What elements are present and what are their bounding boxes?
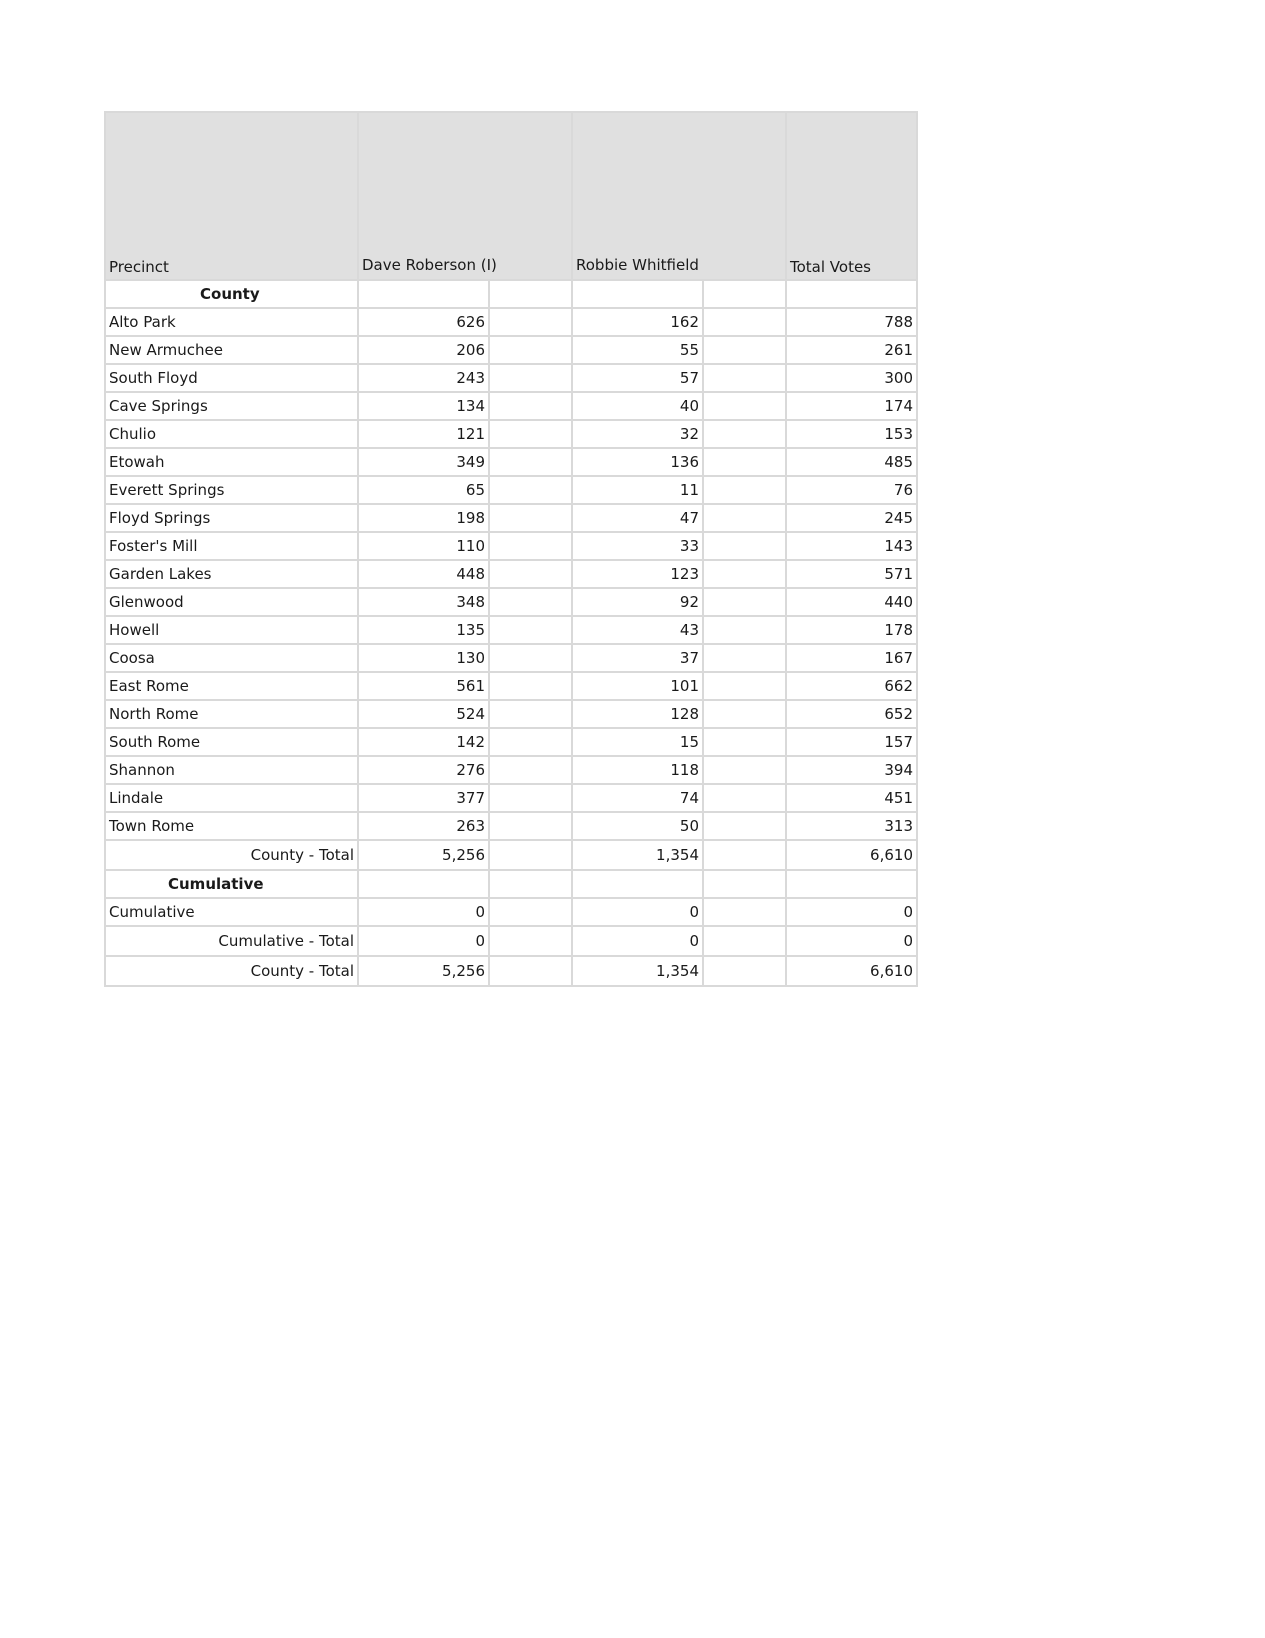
header-candidate-2: Robbie Whitfield — [572, 112, 786, 280]
table-row — [105, 700, 917, 728]
results-body — [105, 112, 917, 986]
votes-candidate-1: 121 — [358, 420, 489, 448]
precinct-name: Coosa — [105, 644, 358, 672]
total-votes: 153 — [786, 420, 917, 448]
spacer-cell — [703, 532, 786, 560]
total-votes: 571 — [786, 560, 917, 588]
spacer-cell — [703, 812, 786, 840]
precinct-name: Foster's Mill — [105, 532, 358, 560]
total-votes: 652 — [786, 700, 917, 728]
votes-candidate-1: 130 — [358, 644, 489, 672]
total-votes: 174 — [786, 392, 917, 420]
precinct-name: Howell — [105, 616, 358, 644]
spacer-cell — [489, 420, 572, 448]
votes-candidate-1: 0 — [358, 898, 489, 926]
spacer-cell — [489, 926, 572, 956]
total-votes: 261 — [786, 336, 917, 364]
votes-candidate-2: 47 — [572, 504, 703, 532]
spacer-cell — [703, 392, 786, 420]
table-row — [105, 672, 917, 700]
votes-candidate-2: 40 — [572, 392, 703, 420]
table-row — [105, 504, 917, 532]
precinct-name: Floyd Springs — [105, 504, 358, 532]
total-candidate-2: 0 — [572, 926, 703, 956]
spacer-cell — [489, 956, 572, 986]
spacer-cell — [703, 616, 786, 644]
table-row — [105, 784, 917, 812]
votes-candidate-1: 198 — [358, 504, 489, 532]
spacer-cell — [703, 700, 786, 728]
precinct-name: South Floyd — [105, 364, 358, 392]
empty-cell — [489, 280, 572, 308]
table-row — [105, 560, 917, 588]
votes-candidate-2: 43 — [572, 616, 703, 644]
votes-candidate-1: 65 — [358, 476, 489, 504]
votes-candidate-1: 135 — [358, 616, 489, 644]
spacer-cell — [489, 532, 572, 560]
votes-candidate-2: 57 — [572, 364, 703, 392]
spacer-cell — [489, 756, 572, 784]
votes-candidate-2: 92 — [572, 588, 703, 616]
votes-candidate-2: 0 — [572, 898, 703, 926]
election-results-table — [104, 111, 918, 987]
spacer-cell — [703, 898, 786, 926]
votes-candidate-1: 134 — [358, 392, 489, 420]
precinct-name: Lindale — [105, 784, 358, 812]
empty-cell — [572, 280, 703, 308]
spacer-cell — [703, 956, 786, 986]
precinct-name: Garden Lakes — [105, 560, 358, 588]
table-row — [105, 336, 917, 364]
total-votes: 788 — [786, 308, 917, 336]
spacer-cell — [703, 364, 786, 392]
votes-candidate-1: 524 — [358, 700, 489, 728]
votes-candidate-1: 110 — [358, 532, 489, 560]
spacer-cell — [703, 644, 786, 672]
spacer-cell — [489, 784, 572, 812]
spacer-cell — [489, 392, 572, 420]
total-label: Cumulative - Total — [105, 926, 358, 956]
precinct-name: Cave Springs — [105, 392, 358, 420]
total-label: County - Total — [105, 840, 358, 870]
spacer-cell — [703, 756, 786, 784]
county-total-row — [105, 840, 917, 870]
empty-cell — [703, 280, 786, 308]
total-label: County - Total — [105, 956, 358, 986]
spacer-cell — [703, 476, 786, 504]
votes-candidate-2: 11 — [572, 476, 703, 504]
total-candidate-1: 5,256 — [358, 840, 489, 870]
section-row-cumulative — [105, 870, 917, 898]
table-row — [105, 448, 917, 476]
table-row — [105, 420, 917, 448]
total-votes: 0 — [786, 898, 917, 926]
spacer-cell — [489, 700, 572, 728]
precinct-name: Alto Park — [105, 308, 358, 336]
precinct-name: Town Rome — [105, 812, 358, 840]
total-votes: 451 — [786, 784, 917, 812]
section-label: Cumulative — [105, 870, 358, 898]
spacer-cell — [489, 588, 572, 616]
spacer-cell — [703, 588, 786, 616]
spacer-cell — [703, 308, 786, 336]
empty-cell — [358, 280, 489, 308]
table-row — [105, 364, 917, 392]
spacer-cell — [489, 728, 572, 756]
total-votes: 485 — [786, 448, 917, 476]
votes-candidate-2: 123 — [572, 560, 703, 588]
total-candidate-1: 0 — [358, 926, 489, 956]
spacer-cell — [703, 840, 786, 870]
precinct-name: Etowah — [105, 448, 358, 476]
spacer-cell — [489, 672, 572, 700]
total-votes: 313 — [786, 812, 917, 840]
votes-candidate-2: 74 — [572, 784, 703, 812]
total-candidate-2: 1,354 — [572, 840, 703, 870]
spacer-cell — [489, 560, 572, 588]
precinct-name: Cumulative — [105, 898, 358, 926]
empty-cell — [572, 870, 703, 898]
empty-cell — [358, 870, 489, 898]
spacer-cell — [489, 616, 572, 644]
votes-candidate-2: 15 — [572, 728, 703, 756]
precinct-name: Everett Springs — [105, 476, 358, 504]
spacer-cell — [489, 812, 572, 840]
precinct-name: East Rome — [105, 672, 358, 700]
precinct-name: Chulio — [105, 420, 358, 448]
spacer-cell — [703, 926, 786, 956]
spacer-cell — [703, 448, 786, 476]
total-votes: 167 — [786, 644, 917, 672]
header-precinct: Precinct — [105, 112, 358, 280]
spacer-cell — [489, 504, 572, 532]
votes-candidate-2: 33 — [572, 532, 703, 560]
total-votes-sum: 0 — [786, 926, 917, 956]
votes-candidate-1: 276 — [358, 756, 489, 784]
total-votes: 178 — [786, 616, 917, 644]
spacer-cell — [703, 728, 786, 756]
table-row — [105, 476, 917, 504]
spacer-cell — [489, 448, 572, 476]
votes-candidate-2: 136 — [572, 448, 703, 476]
votes-candidate-1: 349 — [358, 448, 489, 476]
spacer-cell — [703, 504, 786, 532]
total-votes-sum: 6,610 — [786, 956, 917, 986]
table-row — [105, 898, 917, 926]
total-candidate-1: 5,256 — [358, 956, 489, 986]
spacer-cell — [703, 784, 786, 812]
table-row — [105, 532, 917, 560]
section-row-county — [105, 280, 917, 308]
spacer-cell — [489, 476, 572, 504]
table-row — [105, 308, 917, 336]
votes-candidate-2: 55 — [572, 336, 703, 364]
precinct-name: North Rome — [105, 700, 358, 728]
spacer-cell — [489, 308, 572, 336]
total-votes: 76 — [786, 476, 917, 504]
total-votes: 143 — [786, 532, 917, 560]
cumulative-total-row — [105, 926, 917, 956]
table-row — [105, 644, 917, 672]
votes-candidate-2: 101 — [572, 672, 703, 700]
votes-candidate-2: 32 — [572, 420, 703, 448]
section-label: County — [105, 280, 358, 308]
votes-candidate-1: 348 — [358, 588, 489, 616]
votes-candidate-2: 50 — [572, 812, 703, 840]
votes-candidate-1: 243 — [358, 364, 489, 392]
precinct-name: Glenwood — [105, 588, 358, 616]
spacer-cell — [703, 420, 786, 448]
spacer-cell — [489, 898, 572, 926]
total-votes-sum: 6,610 — [786, 840, 917, 870]
spacer-cell — [703, 672, 786, 700]
spacer-cell — [703, 336, 786, 364]
total-votes: 440 — [786, 588, 917, 616]
votes-candidate-1: 626 — [358, 308, 489, 336]
header-total-votes: Total Votes — [786, 112, 917, 280]
votes-candidate-2: 37 — [572, 644, 703, 672]
total-votes: 157 — [786, 728, 917, 756]
spacer-cell — [489, 644, 572, 672]
votes-candidate-1: 263 — [358, 812, 489, 840]
spacer-cell — [703, 560, 786, 588]
precinct-name: Shannon — [105, 756, 358, 784]
total-votes: 662 — [786, 672, 917, 700]
table-row — [105, 392, 917, 420]
votes-candidate-1: 377 — [358, 784, 489, 812]
table-row — [105, 812, 917, 840]
table-row — [105, 616, 917, 644]
empty-cell — [489, 870, 572, 898]
votes-candidate-2: 118 — [572, 756, 703, 784]
empty-cell — [703, 870, 786, 898]
votes-candidate-1: 142 — [358, 728, 489, 756]
total-candidate-2: 1,354 — [572, 956, 703, 986]
spacer-cell — [489, 364, 572, 392]
total-votes: 245 — [786, 504, 917, 532]
total-votes: 394 — [786, 756, 917, 784]
votes-candidate-1: 561 — [358, 672, 489, 700]
empty-cell — [786, 280, 917, 308]
precinct-name: New Armuchee — [105, 336, 358, 364]
votes-candidate-1: 206 — [358, 336, 489, 364]
spacer-cell — [489, 840, 572, 870]
precinct-name: South Rome — [105, 728, 358, 756]
table-row — [105, 588, 917, 616]
spacer-cell — [489, 336, 572, 364]
grand-total-row — [105, 956, 917, 986]
total-votes: 300 — [786, 364, 917, 392]
header-row — [105, 112, 917, 280]
header-candidate-1: Dave Roberson (I) — [358, 112, 572, 280]
table-row — [105, 756, 917, 784]
votes-candidate-2: 162 — [572, 308, 703, 336]
votes-candidate-2: 128 — [572, 700, 703, 728]
empty-cell — [786, 870, 917, 898]
table-row — [105, 728, 917, 756]
votes-candidate-1: 448 — [358, 560, 489, 588]
